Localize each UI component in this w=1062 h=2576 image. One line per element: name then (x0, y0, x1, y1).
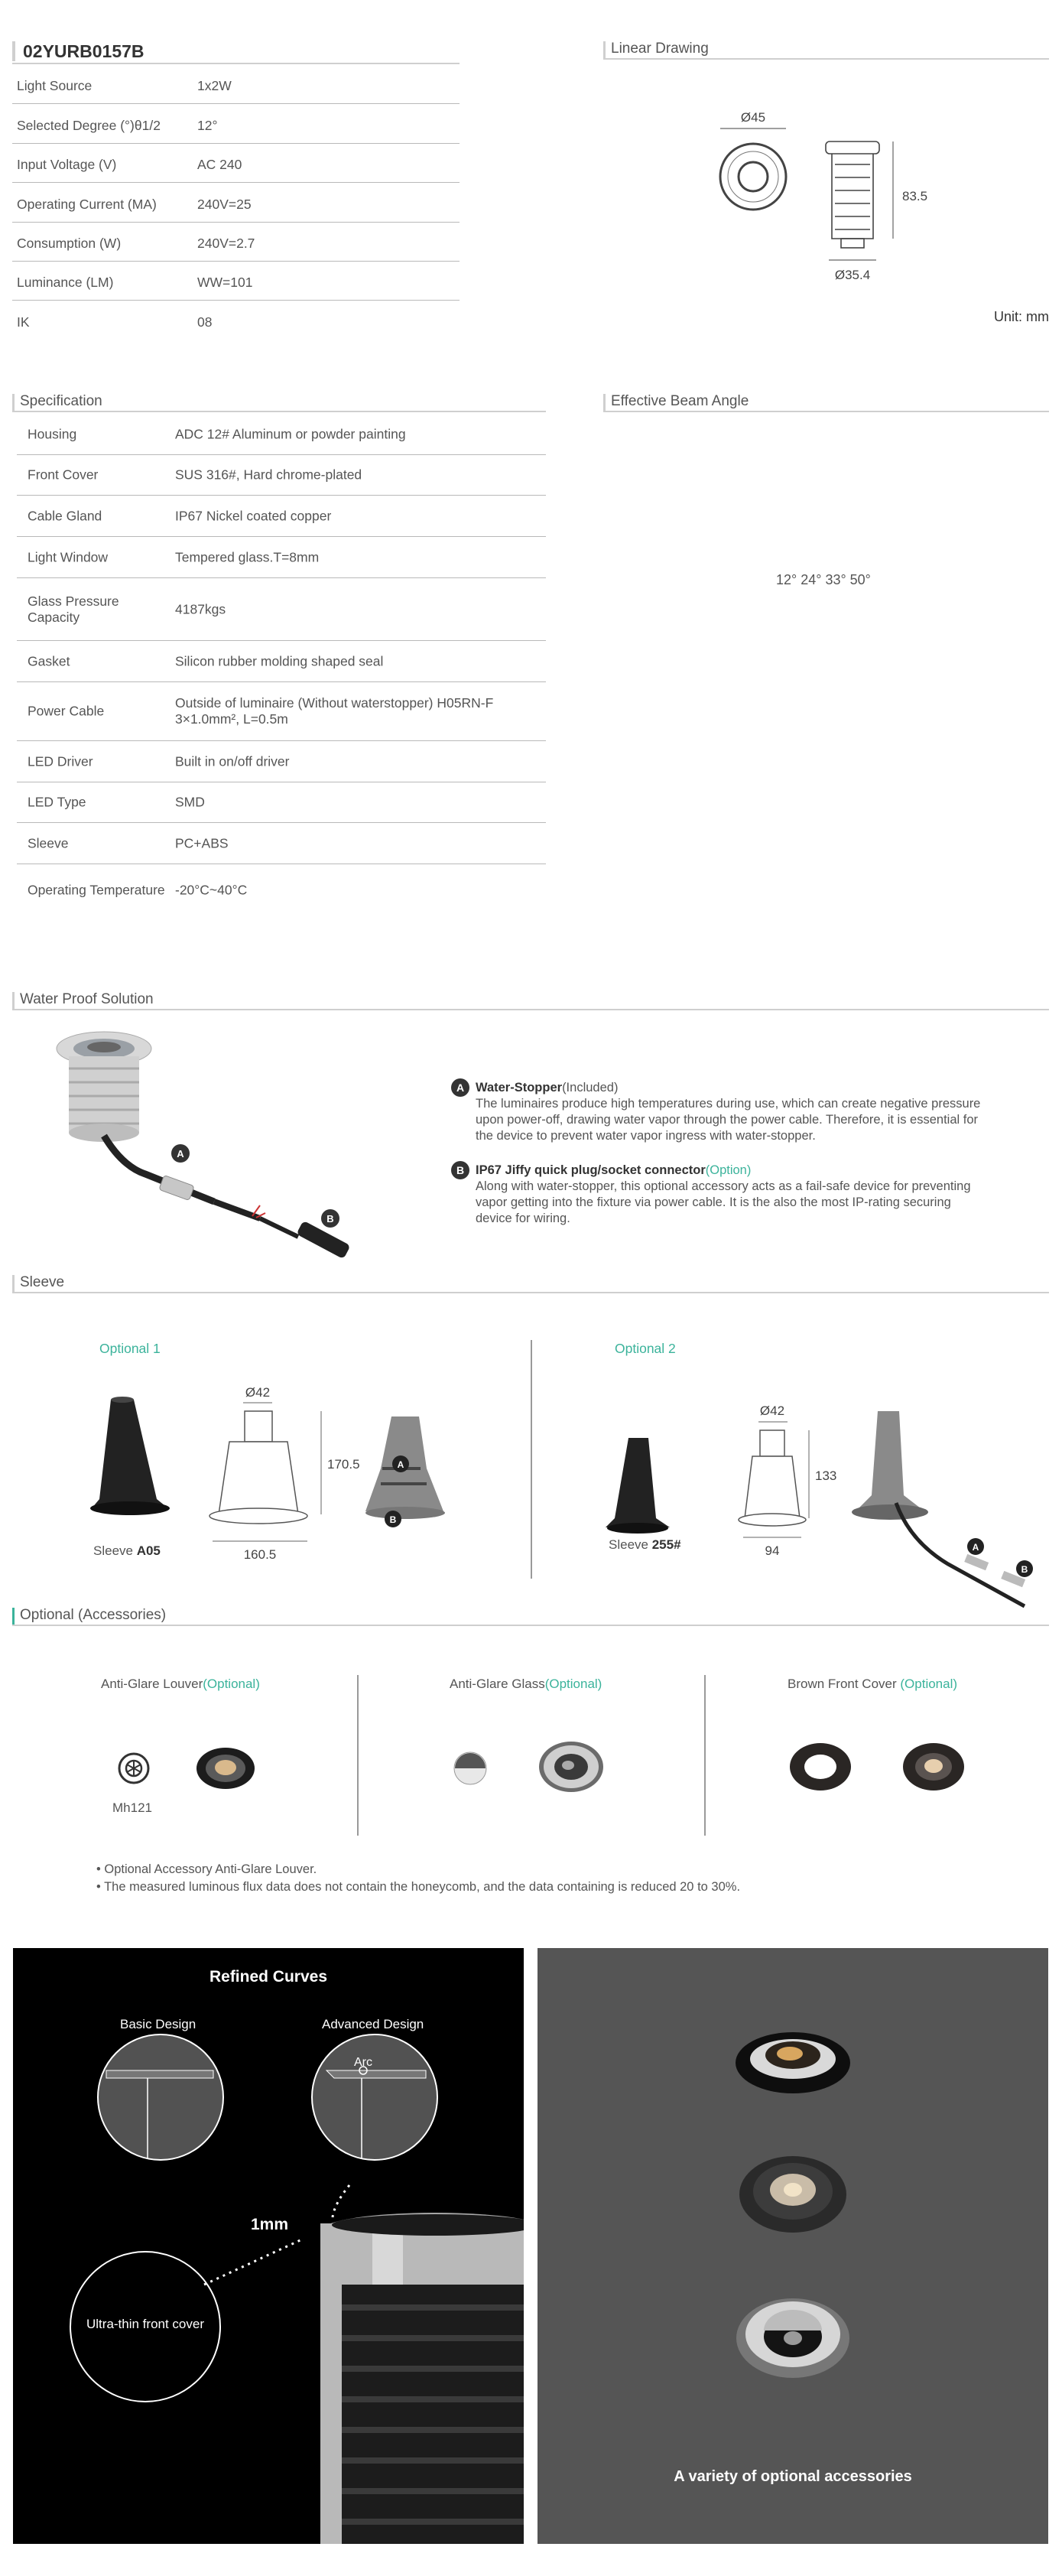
spec-label: Front Cover (28, 467, 99, 483)
waterproof-title: Water Proof Solution (20, 991, 154, 1007)
spec-value: SUS 316#, Hard chrome-plated (175, 467, 362, 483)
spec-row (17, 455, 546, 496)
ultra-thin-label: Ultra-thin front cover (86, 2317, 204, 2331)
accessories-header (12, 1608, 1049, 1626)
svg-text:B: B (389, 1514, 397, 1525)
spec-row (17, 823, 546, 864)
accessories-photo-panel (537, 1948, 1048, 2544)
spec-label: Light Window (28, 549, 109, 564)
spec-row (17, 864, 546, 916)
svg-text:A: A (397, 1459, 404, 1470)
product-code-bar (12, 41, 460, 64)
spec-row (17, 537, 546, 578)
waterproof-header (12, 992, 1049, 1010)
param-row (12, 105, 460, 144)
waterstopper-text: The luminaires produce high temperatures during use, which can create negative pressure upon power-off, drawing water vapor through the power cable. Therefore, it is essential for the device to prevent water vapor ingress with water-stopper. (476, 1097, 981, 1143)
svg-text:A: A (177, 1148, 184, 1160)
sleeve1-width: 160.5 (243, 1547, 277, 1562)
sleeve-divider (531, 1340, 532, 1579)
connector-title: IP67 Jiffy quick plug/socket connector (476, 1163, 706, 1177)
badge-a-icon: A (451, 1078, 469, 1097)
param-value: 08 (197, 314, 213, 330)
spec-value: Built in on/off driver (175, 753, 290, 769)
param-row (12, 65, 460, 104)
advanced-design-label: Advanced Design (322, 2017, 424, 2031)
param-row (12, 144, 460, 183)
beam-angle-header (603, 394, 1049, 412)
sleeve-option2-label: Optional 2 (615, 1341, 676, 1356)
spec-label: Sleeve (28, 835, 69, 851)
sleeve1-dia: Ø42 (245, 1385, 271, 1400)
svg-text:B: B (326, 1213, 334, 1225)
beam-angle-title: Effective Beam Angle (611, 393, 749, 409)
spec-label: Cable Gland (28, 508, 102, 523)
param-label: Selected Degree (°)θ1/2 (17, 118, 161, 133)
param-label: Light Source (17, 78, 93, 93)
spec-row (17, 414, 546, 455)
refined-curves-illustration (13, 1948, 524, 2544)
svg-text:A: A (972, 1542, 979, 1553)
spec-label: Power Cable (28, 703, 105, 719)
accessory-photos (537, 1948, 1048, 2544)
sleeve-header (12, 1275, 1049, 1293)
anti-glare-louver-images (107, 1736, 275, 1797)
accessory-divider-1 (357, 1675, 359, 1836)
spec-value: Tempered glass.T=8mm (175, 549, 320, 564)
basic-design-label: Basic Design (120, 2017, 196, 2031)
param-label: Luminance (LM) (17, 275, 114, 290)
spec-label: Gasket (28, 653, 70, 668)
spec-label: LED Type (28, 794, 86, 810)
connector-suffix: (Option) (705, 1163, 752, 1177)
specification-header (12, 394, 546, 412)
beam-angle-values: 12° 24° 33° 50° (776, 572, 871, 587)
sleeve2-dia: Ø42 (759, 1403, 785, 1418)
unit-label: Unit: mm (994, 309, 1049, 324)
spec-value: Silicon rubber molding shaped seal (175, 653, 384, 668)
param-label: Input Voltage (V) (17, 157, 117, 172)
louver-code: Mh121 (112, 1800, 152, 1815)
spec-label: Housing (28, 426, 77, 441)
param-label: Operating Current (MA) (17, 197, 157, 212)
sleeve-title: Sleeve (20, 1274, 65, 1290)
sleeve2-height: 133 (815, 1469, 837, 1483)
spec-value: 4187kgs (175, 601, 226, 616)
sleeve-option1-drawing (76, 1369, 505, 1568)
spec-row (17, 496, 546, 537)
accessory-3-label: Brown Front Cover (Optional) (788, 1677, 958, 1691)
spec-value: SMD (175, 794, 205, 810)
thickness-label: 1mm (251, 2216, 289, 2233)
linear-drawing (703, 107, 933, 291)
arc-label: Arc (354, 2056, 372, 2069)
spec-row (17, 578, 546, 641)
param-label: IK (17, 314, 30, 330)
param-value: 240V=2.7 (197, 236, 255, 251)
dim-diameter-bottom: Ø35.4 (834, 268, 871, 282)
sleeve2-name: Sleeve 255# (609, 1537, 681, 1552)
refined-curves-title: Refined Curves (209, 1968, 328, 1986)
accessory-2-label: Anti-Glare Glass(Optional) (450, 1677, 602, 1691)
linear-drawing-header (603, 41, 1049, 60)
param-value: 240V=25 (197, 197, 252, 212)
spec-value: Outside of luminaire (Without waterstopper) H05RN-F 3×1.0mm², L=0.5m (175, 695, 494, 727)
param-row (12, 262, 460, 301)
dim-diameter-top: Ø45 (740, 110, 766, 125)
accessory-note-2: • The measured luminous flux data does not contain the honeycomb, and the data containing is reduced 20 to 30%. (96, 1880, 741, 1894)
sleeve-option2-drawing (596, 1388, 1055, 1618)
accessories-title: Optional (Accessories) (20, 1607, 167, 1623)
spec-row (17, 741, 546, 782)
spec-label: Operating Temperature (28, 882, 165, 898)
brown-front-cover-images (784, 1735, 982, 1799)
param-row (12, 301, 460, 340)
specification-title: Specification (20, 393, 102, 409)
spec-value: ADC 12# Aluminum or powder painting (175, 426, 406, 441)
waterstopper-suffix: (Included) (562, 1081, 619, 1094)
connector-text: Along with water-stopper, this optional accessory acts as a fail-safe device for preventing vapor getting into the fixture via power cable. It is the also the most IP-rating securing device for wiring. (476, 1179, 971, 1225)
spec-value: PC+ABS (175, 835, 229, 851)
spec-row (17, 782, 546, 823)
accessory-note-1: • Optional Accessory Anti-Glare Louver. (96, 1862, 317, 1876)
waterproof-illustration (46, 1021, 382, 1289)
accessory-divider-2 (704, 1675, 706, 1836)
param-value: AC 240 (197, 157, 242, 172)
anti-glare-glass-images (447, 1735, 615, 1799)
param-value: WW=101 (197, 275, 253, 290)
spec-row (17, 682, 546, 741)
sleeve1-height: 170.5 (327, 1457, 360, 1472)
spec-value: IP67 Nickel coated copper (175, 508, 332, 523)
svg-text:B: B (1021, 1564, 1028, 1575)
spec-value: -20°C~40°C (175, 882, 248, 898)
sleeve-option1-label: Optional 1 (99, 1341, 161, 1356)
accessories-caption: A variety of optional accessories (674, 2468, 912, 2485)
refined-curves-panel (13, 1948, 524, 2544)
param-label: Consumption (W) (17, 236, 122, 251)
param-value: 12° (197, 118, 218, 133)
dim-height: 83.5 (902, 189, 928, 203)
spec-label: Glass Pressure Capacity (28, 593, 119, 625)
param-row (12, 223, 460, 262)
param-row (12, 184, 460, 223)
linear-drawing-title: Linear Drawing (611, 41, 709, 57)
product-code: 02YURB0157B (23, 41, 145, 61)
param-value: 1x2W (197, 78, 232, 93)
waterstopper-title: Water-Stopper (476, 1081, 563, 1094)
accessory-1-label: Anti-Glare Louver(Optional) (101, 1677, 260, 1691)
badge-b-icon: B (451, 1161, 469, 1179)
spec-label: LED Driver (28, 753, 93, 769)
sleeve1-name: Sleeve A05 (93, 1543, 161, 1558)
sleeve2-width: 94 (765, 1543, 780, 1558)
accessory-notes (96, 1861, 740, 1896)
spec-row (17, 641, 546, 682)
